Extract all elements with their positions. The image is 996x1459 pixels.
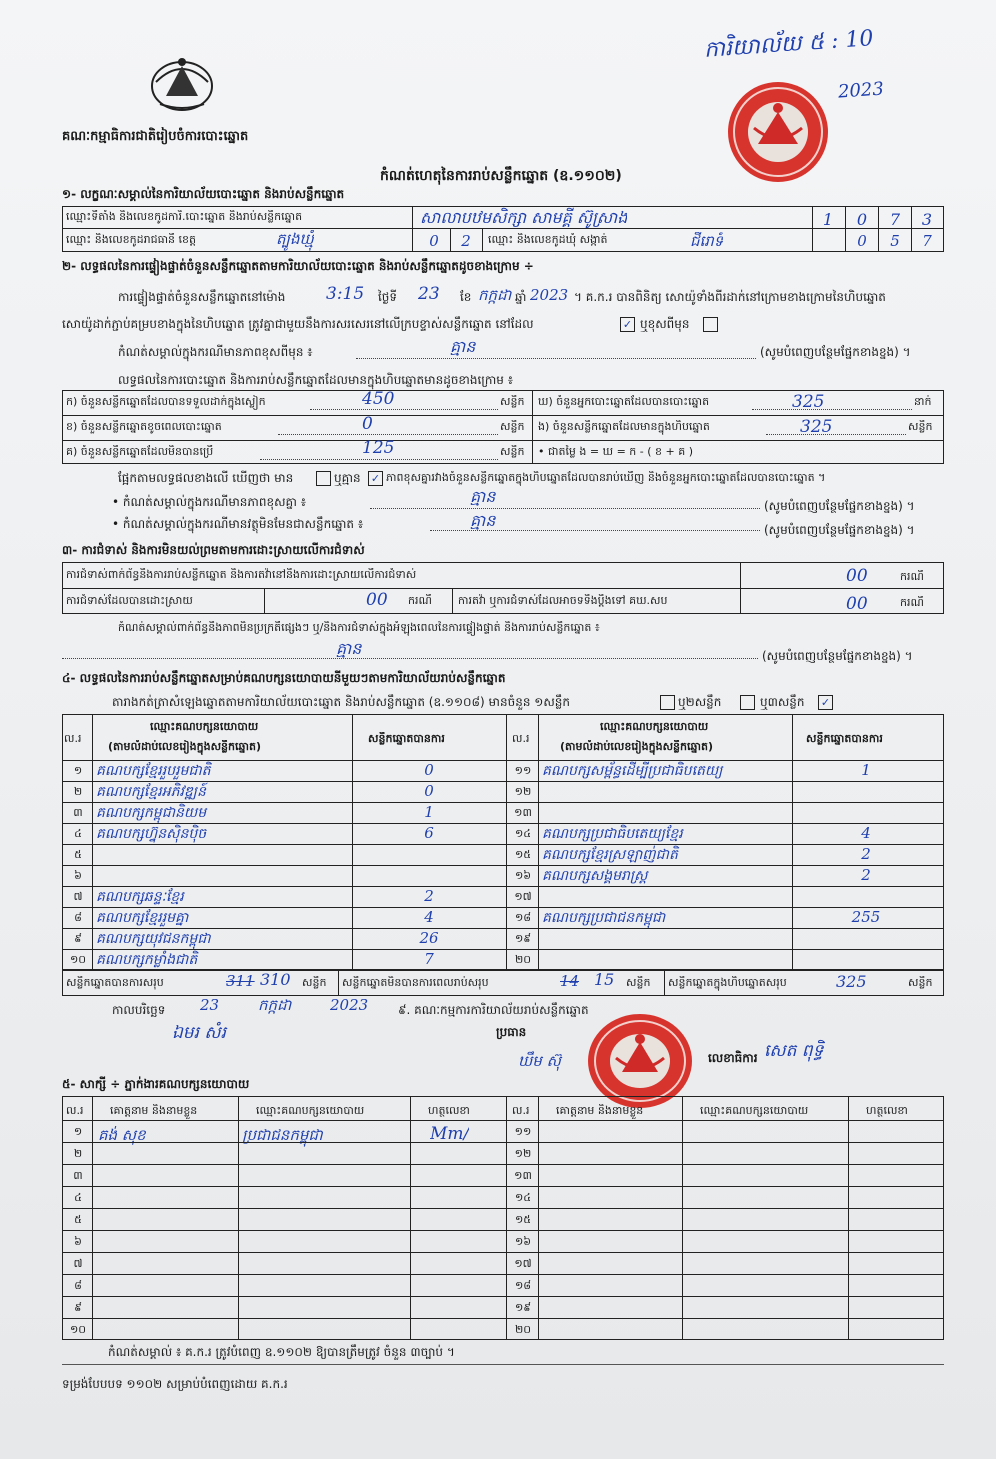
objection-row1-label: ការជំទាស់ពាក់ព័ន្ធនឹងការរាប់សន្លឹកឆ្នោត និងការតវ៉ានៅនឹងការដោះស្រាយលើការជំទាស់	[66, 568, 417, 581]
witness-row-no: ១៨	[514, 1279, 532, 1292]
section1-title: ១- លក្ខណៈសម្គាល់នៃការិយាល័យបោះឆ្នោត និងរាប់សន្លឹកឆ្នោត	[62, 187, 345, 201]
witness-table	[62, 1096, 944, 1340]
tally-three-checkbox[interactable]: ✓	[818, 692, 833, 711]
top-note: ការិយាល័យ ៥ : 10	[703, 26, 875, 63]
total-box-unit: សន្លឹក	[908, 976, 933, 989]
vote-row-no: ៨	[74, 911, 82, 924]
witness-row-no: ៥	[74, 1213, 82, 1226]
org-name: គណៈកម្មាធិការជាតិរៀបចំការបោះឆ្នោត	[62, 129, 249, 144]
objection-row2-label: ការជំទាស់ដែលបានដោះស្រាយ	[66, 594, 193, 607]
vote-row-party: គណបក្សហ្វ៊ុនស៊ិនប៉ិច	[96, 826, 207, 842]
vote-row-no: ៩	[74, 932, 82, 945]
commune-code-digit: 0	[857, 232, 867, 250]
bullet2-suffix: (សូមបំពេញបន្ថែមផ្នែកខាងខ្នង) ។	[764, 523, 915, 537]
vote-row-votes: 0	[424, 782, 434, 800]
total-valid-unit: សន្លឹក	[302, 976, 327, 989]
witness-col-no: ល.រ	[66, 1104, 84, 1117]
votes-col-party: ឈ្មោះគណបក្សនយោបាយ	[150, 720, 259, 733]
vote-row-no: ៤	[74, 827, 82, 840]
objection-note-suffix: (សូមបំពេញបន្ថែមផ្នែកខាងខ្នង) ។	[762, 649, 913, 663]
president-label: ប្រធាន	[496, 1025, 527, 1039]
bullet2-value: គ្មាន	[470, 511, 496, 530]
result-c-label: គ) ចំនួនសន្លឹកឆ្នោតដែលមិនបានប្រើ	[66, 445, 214, 458]
nec-emblem-icon	[148, 52, 216, 114]
objection-row2-unit: ករណី	[408, 594, 432, 607]
total-invalid-value: 15	[594, 970, 615, 989]
witness-row-no: ១៤	[514, 1191, 532, 1204]
president-name: ឃឹម ស៊ុ	[518, 1052, 561, 1070]
vote-row-no: ១៨	[514, 911, 532, 924]
result-e-label: ង) ចំនួនសន្លឹកឆ្នោតដែលមានក្នុងហិបឆ្នោត	[538, 420, 710, 433]
vote-row-party: គណបក្សប្រជាជនកម្ពុជា	[542, 910, 666, 926]
verify-month: កក្កដា	[478, 286, 512, 304]
witness-row-no: ១	[73, 1125, 83, 1138]
committee-label: ៩. គណៈកម្មការការិយាល័យរាប់សន្លឹកឆ្នោត	[398, 1003, 589, 1017]
total-invalid-label: សន្លឹកឆ្នោតមិនបានការពេលរាប់សរុប	[342, 976, 489, 989]
vote-row-no: ១៤	[514, 827, 532, 840]
tally-intro: តារាងកត់ត្រាសំឡេងឆ្នោតតាមការិយាល័យបោះឆ្នោត និងរាប់សន្លឹកឆ្នោត (ឧ.១១០៨) មានចំនួន ១សន្លឹក	[112, 695, 570, 709]
votes-col-votes: សន្លឹកឆ្នោតបានការ	[368, 732, 445, 745]
vote-row-votes: 4	[424, 908, 434, 926]
section5-title: ៥- សាក្សី ÷ ភ្នាក់ងារគណបក្សនយោបាយ	[62, 1077, 250, 1091]
vote-row-no: ២	[73, 785, 83, 798]
result-a-label: ក) ចំនួនសន្លឹកឆ្នោតដែលបានទទួលដាក់ក្នុងស្លៀក	[66, 395, 266, 408]
witness-row-no: ១២	[514, 1147, 532, 1160]
witness-col-sign: ហត្ថលេខា	[428, 1104, 470, 1117]
date-month: កក្កដា	[258, 996, 292, 1014]
station-code-digit: 1	[822, 210, 834, 229]
votes-col-party-right: ឈ្មោះគណបក្សនយោបាយ	[600, 720, 709, 733]
compare-label: ផ្អែកតាមលទ្ធផលខាងលើ ឃើញថា មាន	[118, 471, 294, 485]
witness-row-no: ៦	[74, 1235, 82, 1248]
witness-row-no: ១៣	[514, 1169, 532, 1182]
vote-row-party: គណបក្សសម្ព័ន្ធដើម្បីប្រជាធិបតេយ្យ	[542, 763, 723, 779]
note-suffix: (សូមបំពេញបន្ថែមផ្នែកខាងខ្នង) ។	[760, 345, 911, 359]
witness-row-no: ២០	[514, 1323, 532, 1336]
witness-row-no: ៣	[73, 1169, 83, 1182]
form-title: កំណត់ហេតុនៃការរាប់សន្លឹកឆ្នោត (ឧ.១១០២)	[380, 168, 622, 184]
result-e-unit: សន្លឹក	[908, 420, 933, 433]
official-seal-icon	[724, 78, 832, 186]
witness-col-sign-right: ហត្ថលេខា	[866, 1104, 908, 1117]
vote-row-party: គណបក្សប្រជាធិបតេយ្យខ្មែរ	[542, 826, 683, 842]
total-invalid-unit: សន្លឹក	[626, 976, 651, 989]
verify-year: 2023	[530, 286, 569, 304]
objection-row1-value: 00	[846, 566, 868, 586]
bullet1-label: • កំណត់សម្គាល់ក្នុងករណីមានភាពខុសគ្នា ៖	[112, 495, 307, 509]
witness1-signature: Mm/	[430, 1124, 470, 1144]
vote-row-no: ៧	[73, 890, 83, 903]
vote-row-party: គណបក្សសង្គមរាស្ត្រ	[542, 868, 648, 884]
witness-row-no: ១៩	[514, 1301, 532, 1314]
witness-col-party: ឈ្មោះគណបក្សនយោបាយ	[256, 1104, 365, 1117]
vote-row-no: ១២	[514, 785, 532, 798]
tally-three-label: ឬ៣សន្លឹក	[760, 695, 805, 709]
vote-row-no: ៣	[73, 806, 83, 819]
vote-row-party: គណបក្សឆន្ទៈខ្មែរ	[96, 889, 184, 905]
section1-row1-label: ឈ្មោះទីតាំង និងលេខកូដការិ.បោះឆ្នោត និងរាប់សន្លឹកឆ្នោត	[66, 210, 303, 223]
vote-row-votes: 2	[424, 887, 434, 905]
bullet1-suffix: (សូមបំពេញបន្ថែមផ្នែកខាងខ្នង) ។	[764, 499, 915, 513]
result-formula: • ជាតម្លៃ ង = ឃ = ក - ( ខ + គ )	[538, 445, 693, 458]
vote-row-party: គណបក្សខ្មែររួបរួមជាតិ	[96, 763, 211, 779]
station-code-digit: 3	[921, 210, 933, 229]
result-d-unit: នាក់	[914, 395, 932, 408]
vote-row-no: ២០	[514, 953, 532, 966]
vote-row-votes: 7	[424, 950, 434, 968]
vote-row-votes: 0	[424, 761, 434, 779]
section1-row2-label: ឈ្មោះ និងលេខកូដរាជធានី ខេត្ត	[66, 233, 196, 246]
votes-col-party-sub-right: (តាមលំដាប់លេខរៀងក្នុងសន្លឹកឆ្នោត)	[560, 740, 713, 753]
witness-row-no: ២	[73, 1147, 83, 1160]
date-year: 2023	[330, 996, 369, 1014]
witness-col-name-right: គោត្តនាម និងនាមខ្លួន	[556, 1104, 644, 1117]
vote-row-votes: 6	[424, 824, 434, 842]
vote-row-votes: 255	[851, 908, 881, 926]
note-value: គ្មាន	[450, 337, 476, 356]
section3-title: ៣- ការជំទាស់ និងការមិនយល់ព្រមតាមការដោះស្រាយលើការជំទាស់	[62, 543, 365, 557]
vote-row-party: គណបក្សកម្លាំងជាតិ	[96, 952, 198, 968]
verify-time-label: ការផ្ទៀងផ្ទាត់ចំនួនសន្លឹកឆ្នោតនៅម៉ោង	[118, 290, 286, 304]
vote-row-party: គណបក្សខ្មែររួមគ្នា	[96, 910, 189, 926]
vote-row-party: គណបក្សខ្មែរស្រឡាញ់ជាតិ	[542, 847, 678, 863]
witness-row-no: ១៥	[514, 1213, 532, 1226]
note-label: កំណត់សម្គាល់ក្នុងករណីមានភាពខុសពីមុន ៖	[118, 345, 313, 359]
commune-label: ឈ្មោះ និងលេខកូដឃុំ សង្កាត់	[488, 233, 608, 246]
vote-row-no: ១១	[514, 764, 532, 777]
total-valid-struck: 311	[226, 972, 255, 990]
objection-row2b-unit: ករណី	[900, 596, 924, 609]
tally-two-checkbox[interactable]	[740, 692, 755, 711]
witness-row-no: ៧	[73, 1257, 83, 1270]
result-a-unit: សន្លឹក	[500, 395, 525, 408]
votes-col-no: ល.រ	[64, 732, 82, 745]
witness-row-no: ៨	[74, 1279, 82, 1292]
section2-title: ២- លទ្ធផលនៃការផ្ទៀងផ្ទាត់ចំនួនសន្លឹកឆ្នោតតាមការិយាល័យបោះឆ្នោត និងរាប់សន្លឹកឆ្នោតដូចខាងក្រោម ÷	[62, 259, 534, 273]
vote-row-no: ១៩	[514, 932, 532, 945]
total-invalid-struck: 14	[560, 972, 580, 990]
vote-row-no: ១	[73, 764, 83, 777]
vote-row-party: គណបក្សខ្មែរអភិវឌ្ឍន៍	[96, 784, 206, 800]
vote-row-party: គណបក្សយុវជនកម្ពុជា	[96, 931, 211, 947]
vote-row-party: គណបក្សកម្ពុជានិយម	[96, 805, 207, 821]
witness-row-no: ១១	[514, 1125, 532, 1138]
secretary-label: លេខាធិការ	[708, 1051, 758, 1065]
result-d-value: 325	[792, 392, 825, 412]
objection-note-label: កំណត់សម្គាល់ពាក់ព័ន្ធនឹងភាពមិនប្រក្រតីផ្សេងៗ ឬ/និងការជំទាស់ក្នុងអំឡុងពេលនៃការផ្ទៀងផ្ទាត់ និងការរាប់សន្លឹកឆ្នោត ៖	[118, 621, 600, 634]
polling-station-name: សាលាបឋមសិក្សា សាមគ្គី ស៊ូស្រាង	[420, 208, 628, 227]
total-box-label: សន្លឹកឆ្នោតក្នុងហិបឆ្នោតសរុប	[668, 976, 787, 989]
vote-row-votes: 4	[861, 824, 871, 842]
bullet2-label: • កំណត់សម្គាល់ក្នុងករណីមានវត្ថុមិនមែនជាសន្លឹកឆ្នោត ៖	[112, 517, 364, 531]
votes-col-party-sub: (តាមលំដាប់លេខរៀងក្នុងសន្លឹកឆ្នោត)	[108, 740, 261, 753]
commune-code-digit: 7	[922, 232, 932, 250]
verify-time: 3:15	[326, 284, 365, 304]
witness-col-name: គោត្តនាម និងនាមខ្លួន	[110, 1104, 198, 1117]
left-signature: ឯមរ សំរ	[172, 1023, 226, 1043]
vote-row-no: ១៣	[514, 806, 532, 819]
verify-line2: សោយ៉ូដាក់ភ្ជាប់គម្របខាងក្នុងនៃហិបឆ្នោត ត្រូវគ្នាជាមួយនឹងការសរសេរនៅលើក្របខ្ទាស់សន្លឹកឆ្នោត នៅដែល	[62, 317, 534, 331]
totals-row	[62, 970, 944, 996]
vote-row-votes: 2	[861, 845, 871, 863]
total-valid-label: សន្លឹកឆ្នោតបានការសរុប	[66, 976, 164, 989]
witness-row-no: ១៧	[514, 1257, 532, 1270]
witness1-name: គង់ សុខ	[98, 1126, 146, 1144]
month-label: ខែ	[460, 290, 472, 304]
total-box-value: 325	[836, 972, 867, 991]
result-b-label: ខ) ចំនួនសន្លឹកឆ្នោតខូចពេលបោះឆ្នោត	[66, 420, 222, 433]
province-code-digit: 2	[461, 232, 471, 250]
witness-row-no: ៤	[74, 1191, 82, 1204]
bullet1-value: គ្មាន	[470, 487, 496, 506]
vote-row-votes: 1	[424, 803, 434, 821]
mismatch-label: ឬខុសពីមុន	[640, 317, 690, 331]
tally-two-label: ឬ២សន្លឹក	[678, 695, 722, 709]
vote-row-votes: 2	[861, 866, 871, 884]
station-code-digit: 0	[856, 210, 868, 229]
objection-row2-value: 00	[366, 590, 388, 610]
total-valid-value: 310	[260, 970, 291, 989]
commune-name: ជីរោទ៍	[690, 232, 724, 250]
witness-row-no: ១០	[69, 1323, 87, 1336]
result-b-value: 0	[362, 414, 373, 434]
compare-none-checkbox[interactable]: ✓	[368, 468, 383, 487]
compare-yes-checkbox[interactable]	[316, 468, 331, 487]
vote-row-no: ១០	[69, 953, 87, 966]
compare-suffix: ភាពខុសគ្នារវាងចំនួនសន្លឹកឆ្នោតក្នុងហិបឆ្នោតដែលបានរាប់ឃើញ និងចំនួនអ្នកបោះឆ្នោតដែលបានបោះឆ្នោត ។	[386, 471, 826, 484]
day-label: ថ្ងៃទី	[378, 290, 398, 304]
tally-one-checkbox[interactable]	[660, 692, 675, 711]
objection-row2b-label: ការតវ៉ា ឬការជំទាស់ដែលអាចទទឹងប្ដឹងទៅ គឃ.សប	[458, 594, 668, 607]
verify-day: 23	[418, 284, 440, 304]
section4-title: ៤- លទ្ធផលនៃការរាប់សន្លឹកឆ្នោតសម្រាប់គណបក្សនយោបាយនីមួយៗតាមការិយាល័យរាប់សន្លឹកឆ្នោត	[62, 671, 506, 685]
votes-col-no-right: ល.រ	[512, 732, 530, 745]
result-c-value: 125	[362, 438, 395, 458]
date-label: កាលបរិច្ឆេទ	[112, 1003, 166, 1017]
footer-note: កំណត់សម្គាល់ ៖ គ.ក.រ ត្រូវបំពេញ ឧ.១១០២ ឱ្យបានត្រឹមត្រូវ ចំនួន ៣ច្បាប់ ។	[108, 1345, 455, 1359]
witness1-party: ប្រជាជនកម្ពុជា	[242, 1126, 323, 1144]
date-day: 23	[200, 996, 220, 1014]
vote-row-no: ១៥	[514, 848, 532, 861]
match-checkbox[interactable]: ✓	[620, 314, 635, 333]
votes-col-votes-right: សន្លឹកឆ្នោតបានការ	[806, 732, 883, 745]
station-code-digit: 7	[889, 210, 901, 229]
result-a-value: 450	[362, 389, 395, 409]
commune-code-digit: 5	[890, 232, 900, 250]
vote-row-no: ៥	[74, 848, 82, 861]
result-e-value: 325	[800, 417, 833, 437]
verify-line1: ។ គ.ក.រ បានពិនិត្យ សោយ៉ូទាំងពីរដាក់នៅក្រោមខាងក្រោមនៃហិបឆ្នោត	[574, 290, 886, 304]
result-b-unit: សន្លឹក	[500, 420, 525, 433]
top-date: 2023	[837, 78, 885, 103]
objection-note-value: គ្មាន	[336, 639, 362, 658]
witness-col-no-right: ល.រ	[512, 1104, 530, 1117]
vote-row-no: ៦	[74, 869, 82, 882]
witness-row-no: ១៦	[514, 1235, 532, 1248]
province-code-digit: 0	[429, 232, 439, 250]
result-intro: លទ្ធផលនៃការបោះឆ្នោត និងការរាប់សន្លឹកឆ្នោតដែលមានក្នុងហិបឆ្នោតមានដូចខាងក្រោម ៖	[118, 373, 513, 387]
objection-row1-unit: ករណី	[900, 570, 924, 583]
province-name: ត្បូងឃ្មុំ	[276, 230, 314, 248]
vote-row-votes: 26	[419, 929, 439, 947]
witness-row-no: ៩	[74, 1301, 82, 1314]
result-c-unit: សន្លឹក	[500, 445, 525, 458]
vote-row-no: ១៧	[514, 890, 532, 903]
mismatch-checkbox[interactable]	[703, 314, 718, 333]
vote-row-no: ១៦	[514, 869, 532, 882]
year-label: ឆ្នាំ	[515, 290, 527, 304]
secretary-name: សេត ពុទ្ធិ	[764, 1041, 824, 1061]
vote-row-votes: 1	[861, 761, 871, 779]
witness-col-party-right: ឈ្មោះគណបក្សនយោបាយ	[700, 1104, 809, 1117]
result-d-label: ឃ) ចំនួនអ្នកបោះឆ្នោតដែលបានបោះឆ្នោត	[538, 395, 710, 408]
compare-none-label: ឬគ្មាន	[334, 471, 361, 485]
objection-row2b-value: 00	[846, 594, 868, 614]
footer-form: ទម្រង់បែបបទ ១១០២ សម្រាប់បំពេញដោយ គ.ក.រ	[62, 1377, 288, 1391]
